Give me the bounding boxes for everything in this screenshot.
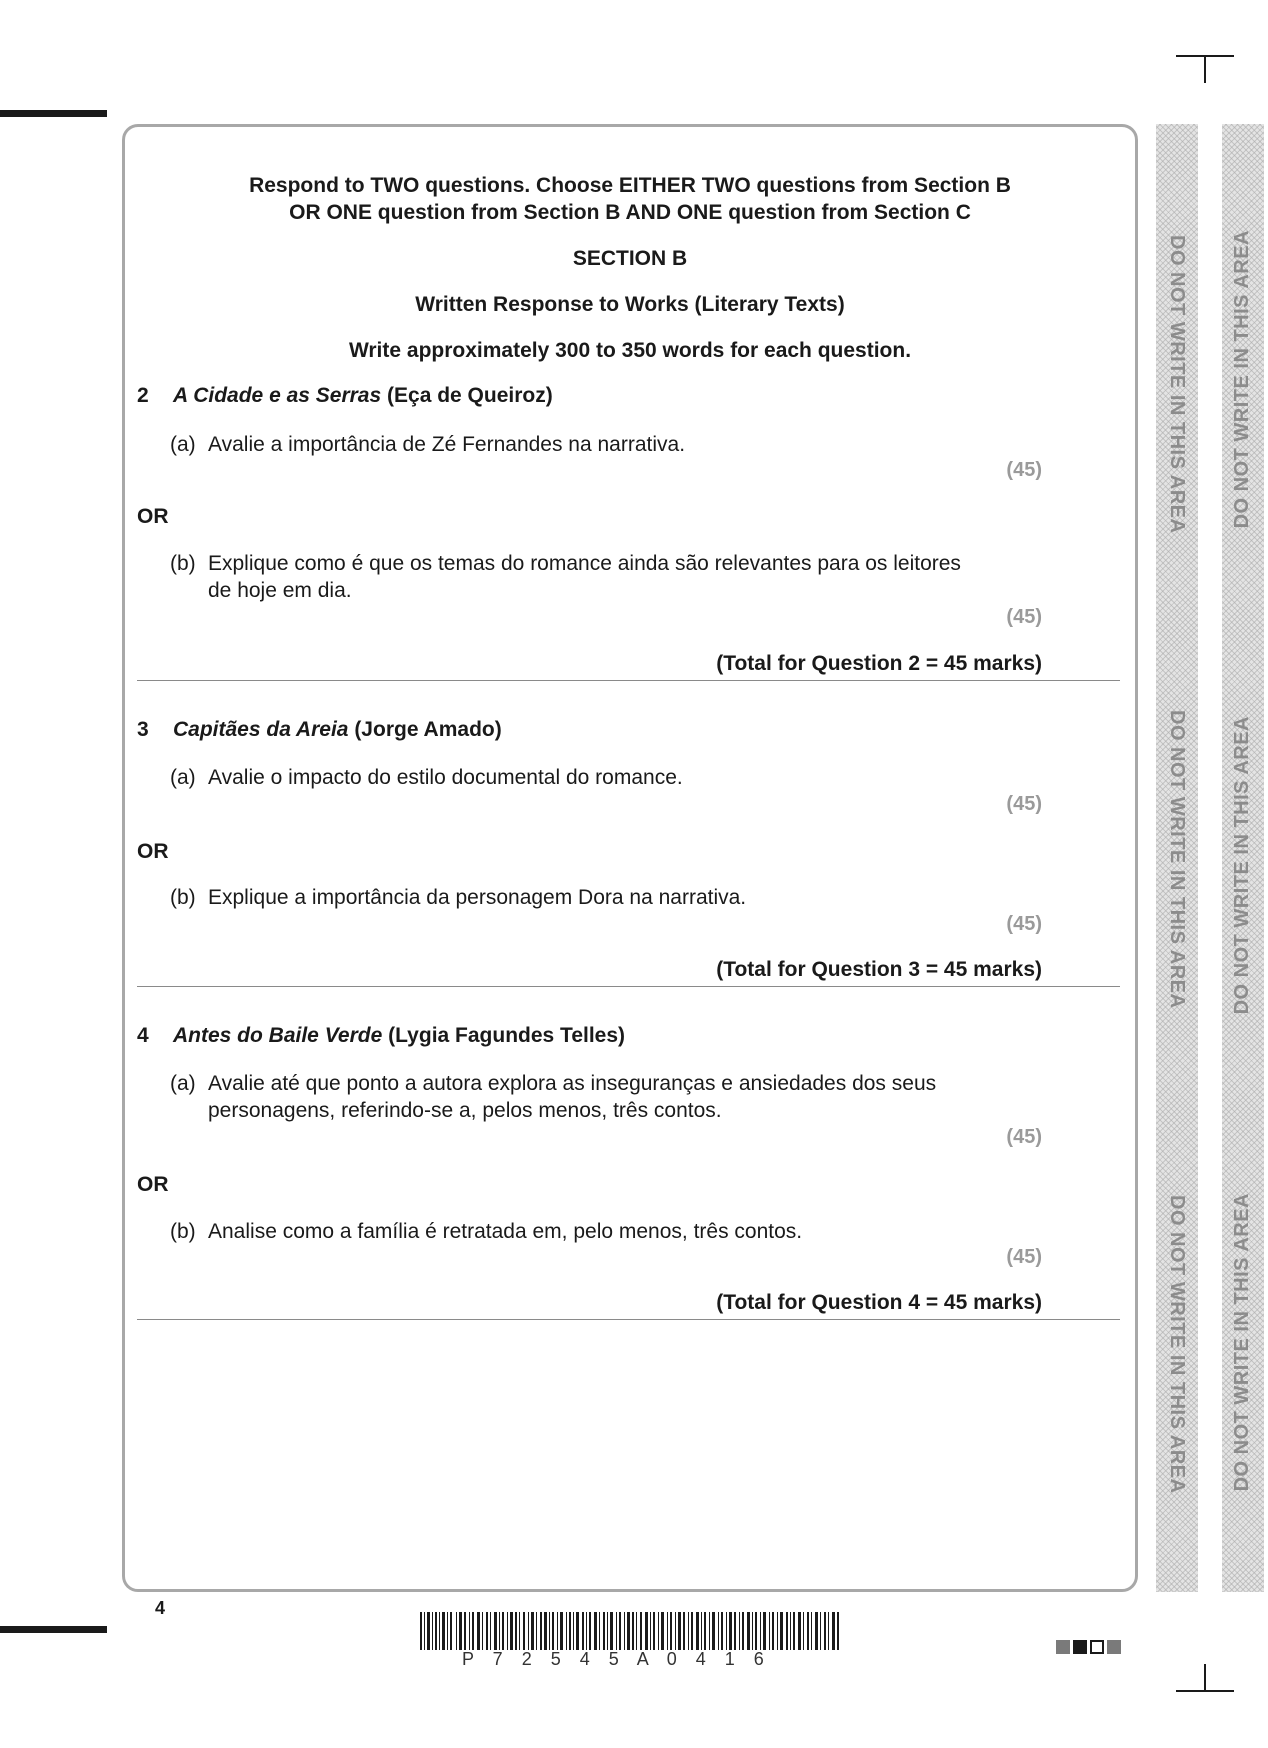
- question-4a: [170, 1070, 1010, 1124]
- question-2b: [170, 550, 1010, 604]
- page-number: 4: [155, 1598, 166, 1618]
- instruction-line-1: Respond to TWO questions. Choose EITHER TWO questions from Section B: [249, 174, 1011, 197]
- work-author: (Jorge Amado): [354, 718, 502, 741]
- work-title: Capitães da Areia: [173, 718, 349, 741]
- margin-bar-top: [0, 110, 107, 117]
- or-separator: OR: [137, 505, 169, 528]
- margin-warning: DO NOT WRITE IN THIS AREA: [1166, 710, 1188, 1009]
- part-text: Explique como é que os temas do romance ainda são relevantes para os leitores de hoje em dia.: [208, 552, 961, 602]
- margin-warning: DO NOT WRITE IN THIS AREA: [1166, 1195, 1188, 1494]
- question-3-heading: [137, 718, 502, 742]
- question-divider: [137, 1319, 1120, 1320]
- total-question-3: (Total for Question 3 = 45 marks): [716, 958, 1042, 981]
- work-title: Antes do Baile Verde: [173, 1024, 383, 1047]
- page-marker-square: [1090, 1640, 1104, 1654]
- page-marker-square: [1073, 1640, 1087, 1654]
- part-text: Explique a importância da personagem Dora na narrativa.: [208, 886, 747, 909]
- question-number: 2: [137, 384, 149, 407]
- part-label: (a): [170, 433, 196, 456]
- part-label: (b): [170, 552, 196, 575]
- barcode-icon: [420, 1612, 840, 1650]
- margin-bar-bottom: [0, 1626, 107, 1633]
- part-label: (b): [170, 1220, 196, 1243]
- marks-2a: (45): [1006, 459, 1042, 481]
- marks-4b: (45): [1006, 1246, 1042, 1268]
- question-number: 4: [137, 1024, 149, 1047]
- or-separator: OR: [137, 840, 169, 863]
- part-text: Avalie até que ponto a autora explora as inseguranças e ansiedades dos seus personagens, referindo-se a, pelos menos, três contos.: [208, 1072, 937, 1122]
- total-question-2: (Total for Question 2 = 45 marks): [716, 652, 1042, 675]
- part-label: (b): [170, 886, 196, 909]
- work-title: A Cidade e as Serras: [173, 384, 382, 407]
- marks-3b: (45): [1006, 913, 1042, 935]
- question-2a: [170, 431, 1010, 458]
- word-guidance: Write approximately 300 to 350 words for each question.: [348, 339, 912, 362]
- barcode-digits: P 7 2 5 4 5 A 0 4 1 6: [462, 1649, 764, 1669]
- section-title: SECTION B: [572, 247, 688, 270]
- marks-2b: (45): [1006, 606, 1042, 628]
- part-text: Analise como a família é retratada em, pelo menos, três contos.: [208, 1220, 803, 1243]
- question-4-heading: [137, 1024, 625, 1048]
- part-label: (a): [170, 766, 196, 789]
- crop-mark-bottom-v: [1204, 1664, 1206, 1692]
- instruction-line-2: OR ONE question from Section B AND ONE question from Section C: [289, 201, 971, 224]
- question-2-heading: [137, 384, 553, 408]
- work-author: (Eça de Queiroz): [387, 384, 553, 407]
- marks-4a: (45): [1006, 1126, 1042, 1148]
- margin-warning: DO NOT WRITE IN THIS AREA: [1231, 716, 1253, 1015]
- marks-3a: (45): [1006, 793, 1042, 815]
- part-text: Avalie o impacto do estilo documental do romance.: [208, 766, 683, 789]
- margin-warning: DO NOT WRITE IN THIS AREA: [1231, 1193, 1253, 1492]
- page-marker-square: [1056, 1640, 1070, 1654]
- question-divider: [137, 986, 1120, 987]
- page-marker-square: [1107, 1640, 1121, 1654]
- question-3b: [170, 884, 1010, 911]
- part-text: Avalie a importância de Zé Fernandes na narrativa.: [208, 433, 686, 456]
- margin-warning: DO NOT WRITE IN THIS AREA: [1231, 230, 1253, 529]
- section-subtitle: Written Response to Works (Literary Texts): [415, 293, 845, 316]
- question-3a: [170, 764, 1010, 791]
- work-author: (Lygia Fagundes Telles): [388, 1024, 626, 1047]
- or-separator: OR: [137, 1173, 169, 1196]
- margin-warning: DO NOT WRITE IN THIS AREA: [1166, 235, 1188, 534]
- question-number: 3: [137, 718, 149, 741]
- total-question-4: (Total for Question 4 = 45 marks): [716, 1291, 1042, 1314]
- part-label: (a): [170, 1072, 196, 1095]
- question-4b: [170, 1218, 1010, 1245]
- crop-mark-top-v: [1204, 55, 1206, 83]
- question-divider: [137, 680, 1120, 681]
